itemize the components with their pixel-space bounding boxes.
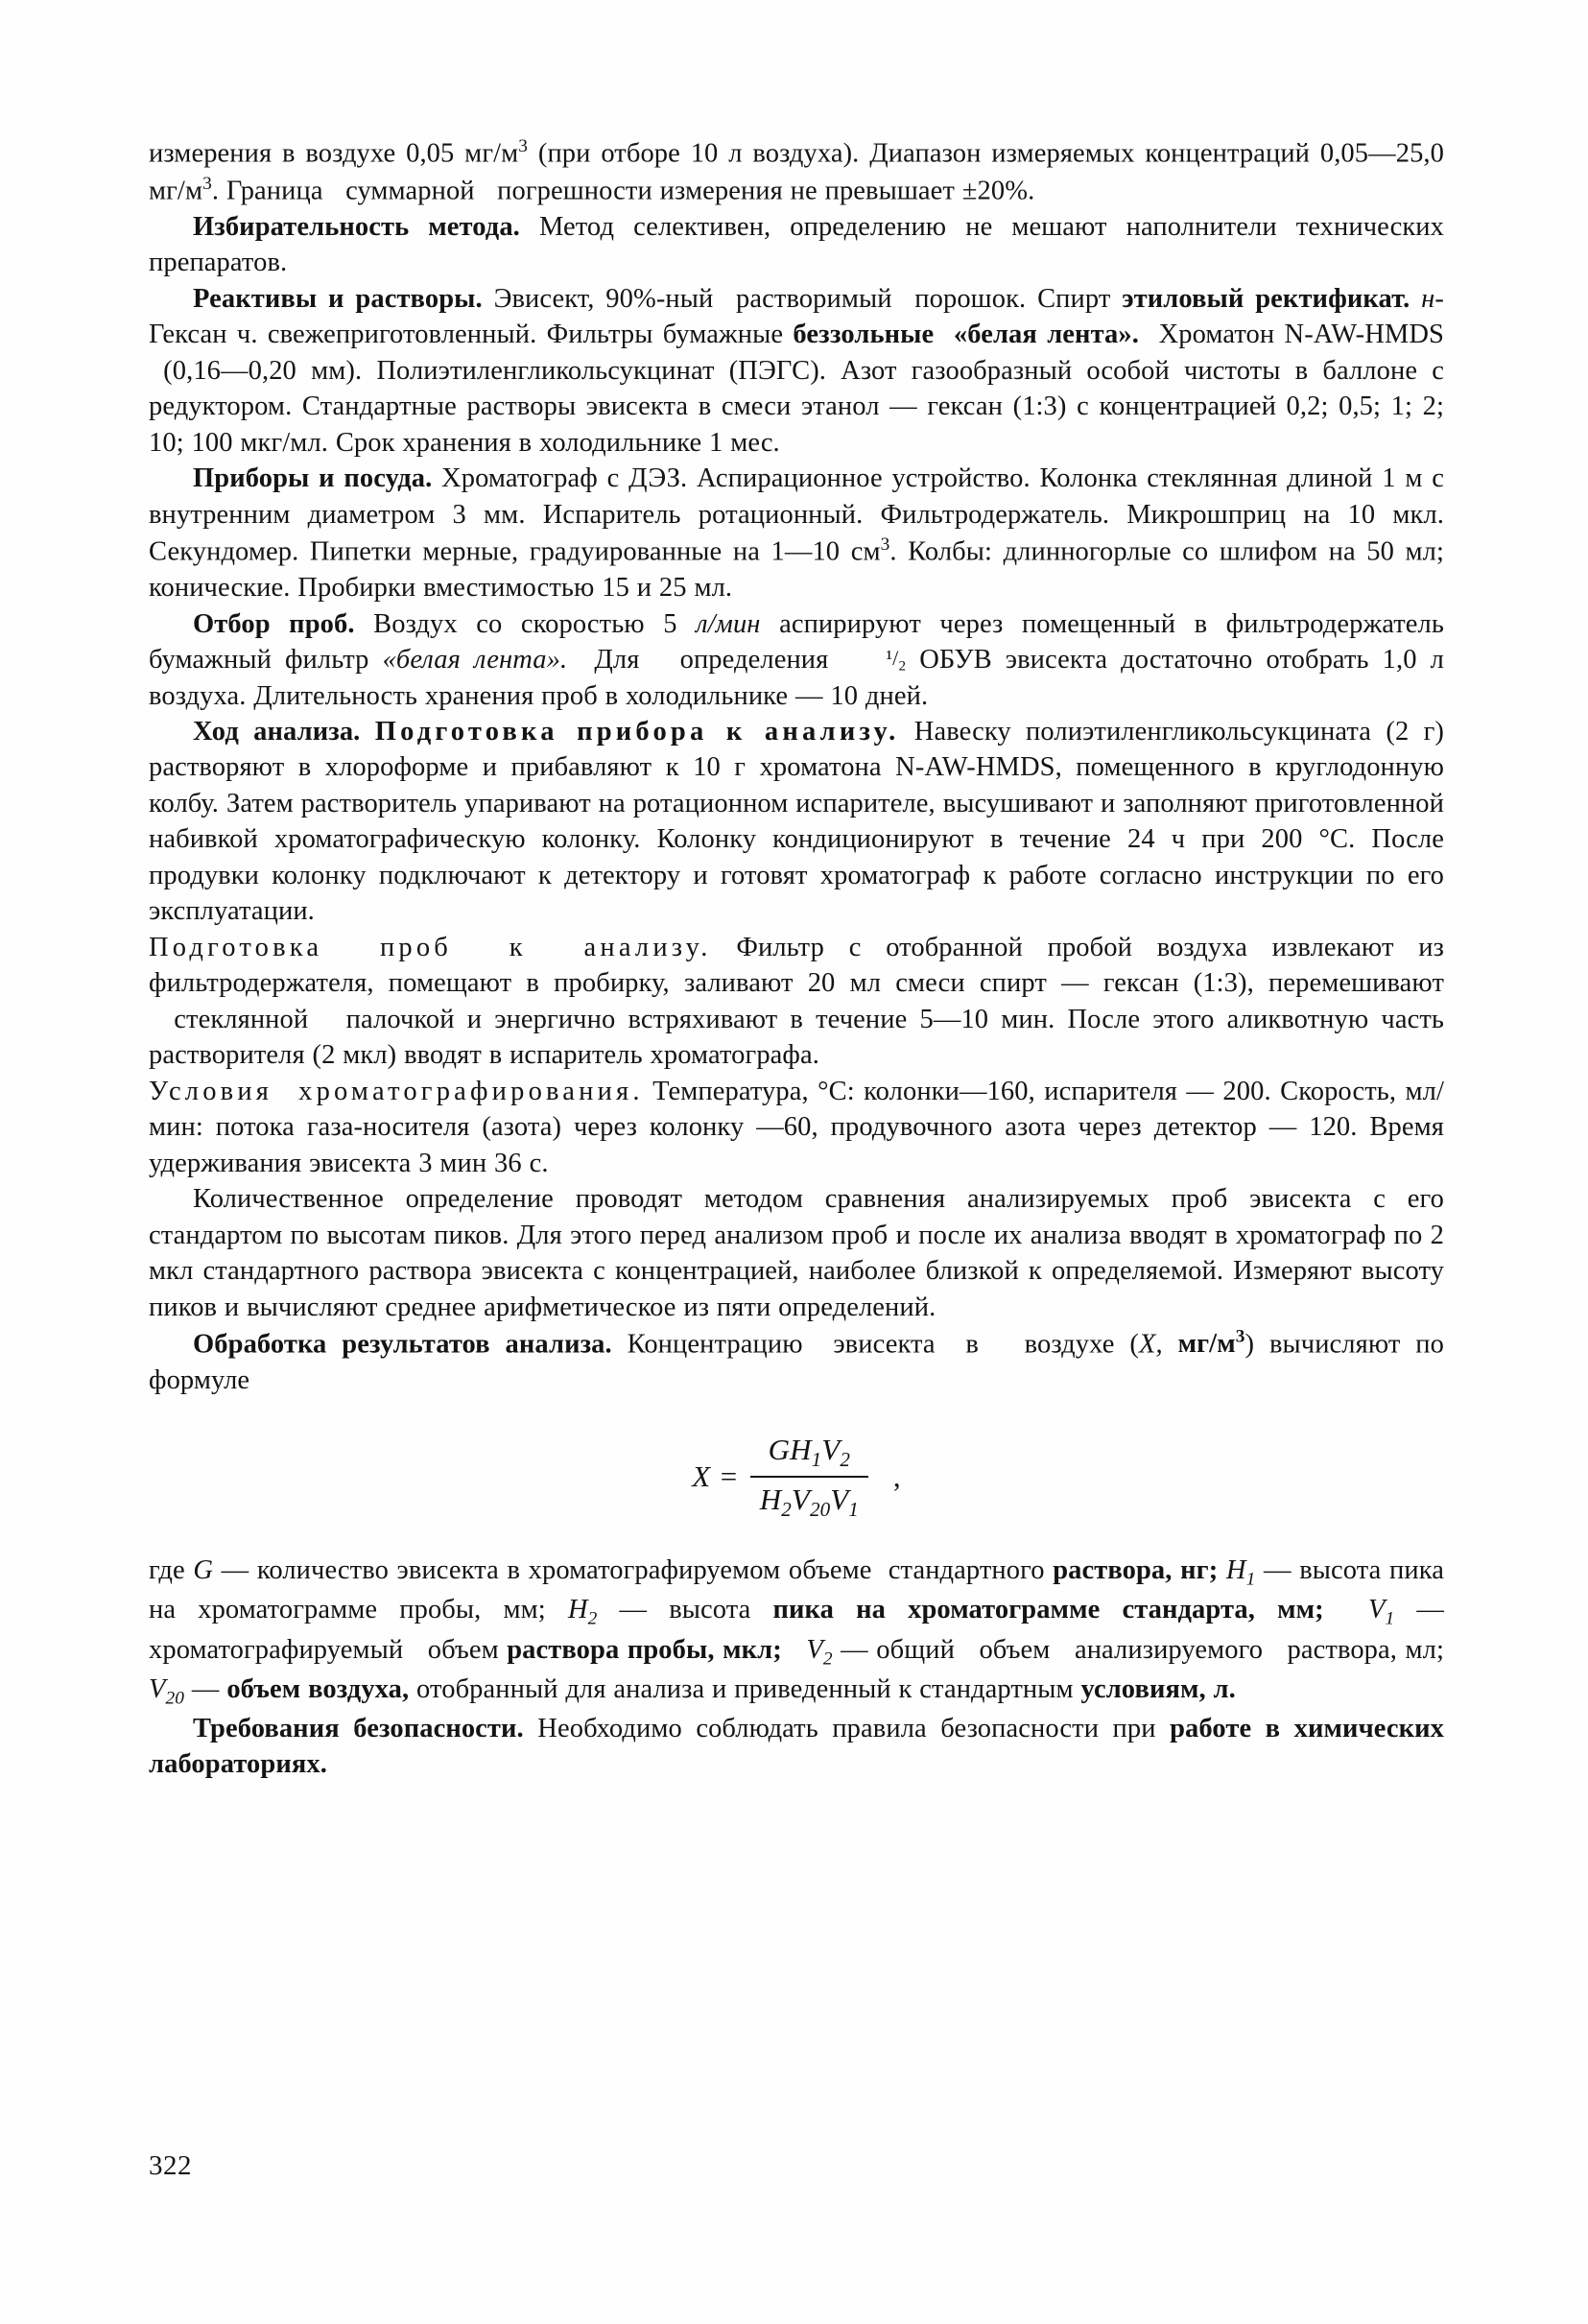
formula-comma: , — [892, 1459, 901, 1494]
formula-fraction — [750, 1431, 868, 1524]
concentration-formula — [149, 1431, 1444, 1524]
paragraph-6: Ход анализа. Подготовка прибора к анализу. Навеску полиэтиленгликольсукцината (2 г) растворяют в хлороформе и прибавляют к 10 г хроматона N-AW-HMDS, помещенного в круглодонную колбу. Затем растворитель упаривают на ротационном испарителе, высушивают и заполняют приготовленной набивкой хроматографическую колонку. Колонку кондиционируют в течение 24 ч при 200 °С. После продувки колонку подключают к детектору и готовят хроматограф к работе согласно инструкции по его эксплуатации. — [149, 717, 1445, 927]
paragraph-10: Обработка результатов анализа. Концентрацию эвисекта в воздухе (X, $мг/м^3$) вычисляют по формуле — [149, 1326, 1444, 1395]
paragraph-5: Отбор проб. Воздух со скоростью 5 л/мин аспирируют через помещенный в фильтродержатель бумажный фильтр «белая лента». Для определения $^1/_2$ ОБУВ эвисекта достаточно отобрать 1,0 л воздуха. Длительность хранения проб в холодильнике — 10 дней. — [149, 608, 1444, 711]
formula-legend: где G — количество эвисекта в хроматографируемом объеме стандартного раствора, нг; $H_1$ — высота пика на хроматограмме пробы, мм; $H_2$ — высота пика на хроматограмме стандарта, мм; $V_1$ — хроматографируемый объем раствора пробы, мкл; $V_2$ — общий объем анализируемого раствора, мл; $V_{20}$ — объем воздуха, отобранный для анализа и приведенный к стандартным условиям, л. — [149, 1555, 1445, 1709]
paragraph-9: Количественное определение проводят методом сравнения анализируемых проб эвисекта с его стандартом по высотам пиков. Для этого перед анализом проб и после их анализа вводят в хроматограф по 2 мкл стандартного раствора эвисекта с концентрацией, наиболее близкой к определяемой. Измеряют высоту пиков и вычисляют среднее арифметическое из пяти определений. — [149, 1184, 1444, 1322]
formula-lhs: X = — [692, 1459, 739, 1494]
paragraph-4: Приборы и посуда. Хроматограф с ДЭЗ. Аспирационное устройство. Колонка стеклянная длиной 1 м с внутренним диаметром 3 мм. Испаритель ротационный. Фильтродержатель. Микрошприц на 10 мкл. Секундомер. Пипетки мерные, градуированные на 1—10 $см^3$. Колбы: длинногорлые со шлифом на 50 мл; конические. Пробирки вместимостью 15 и 25 мл. — [149, 463, 1445, 604]
paragraph-8: Условия хроматографирования. Температура, °С: колонки—160, испарителя — 200. Скорость, мл/мин: потока газа-носителя (азота) через колонку —60, продувочного азота через детектор — 120. Время удерживания эвисекта 3 мин 36 с. — [149, 1076, 1444, 1178]
page-number: 322 — [149, 2150, 192, 2181]
document-body — [149, 134, 1444, 1783]
paragraph-7: Подготовка проб к анализу. Фильтр с отобранной пробой воздуха извлекают из фильтродержателя, помещают в пробирку, заливают 20 мл смеси спирт — гексан (1:3), перемешивают стеклянной палочкой и энергично встряхивают в течение 5—10 мин. После этого аликвотную часть растворителя (2 мкл) вводят в испаритель хроматографа. — [149, 932, 1444, 1071]
paragraph-2: Избирательность метода. Метод селективен, определению не мешают наполнители технических препаратов. — [149, 211, 1444, 278]
safety-paragraph: Требования безопасности. Необходимо соблюдать правила безопасности при работе в химических лабораториях. — [149, 1713, 1444, 1780]
formula-denominator: $H_2V_{20}V_1$ — [759, 1482, 859, 1522]
paragraph-3: Реактивы и растворы. Эвисект, 90%-ный растворимый порошок. Спирт этиловый ректификат. н-Гексан ч. свежеприготовленный. Фильтры бумажные беззольные «белая лента». Хроматон N-AW-HMDS (0,16—0,20 мм). Полиэтиленгликольсукцинат (ПЭГС). Азот газообразный особой чистоты в баллоне с редуктором. Стандартные растворы эвисекта в смеси этанол — гексан (1:3) с концентрацией 0,2; 0,5; 1; 2; 10; 100 мкг/мл. Срок хранения в холодильнике 1 мес. — [149, 283, 1444, 458]
formula-numerator: $GH_1V_2$ — [750, 1431, 868, 1478]
paragraph-1: измерения в воздухе 0,05 $мг/м^3$ (при отборе 10 л воздуха). Диапазон измеряемых концентраций 0,05—25,0 $мг/м^3$. Граница суммарной погрешности измерения не превышает ±20%. — [149, 136, 1445, 206]
